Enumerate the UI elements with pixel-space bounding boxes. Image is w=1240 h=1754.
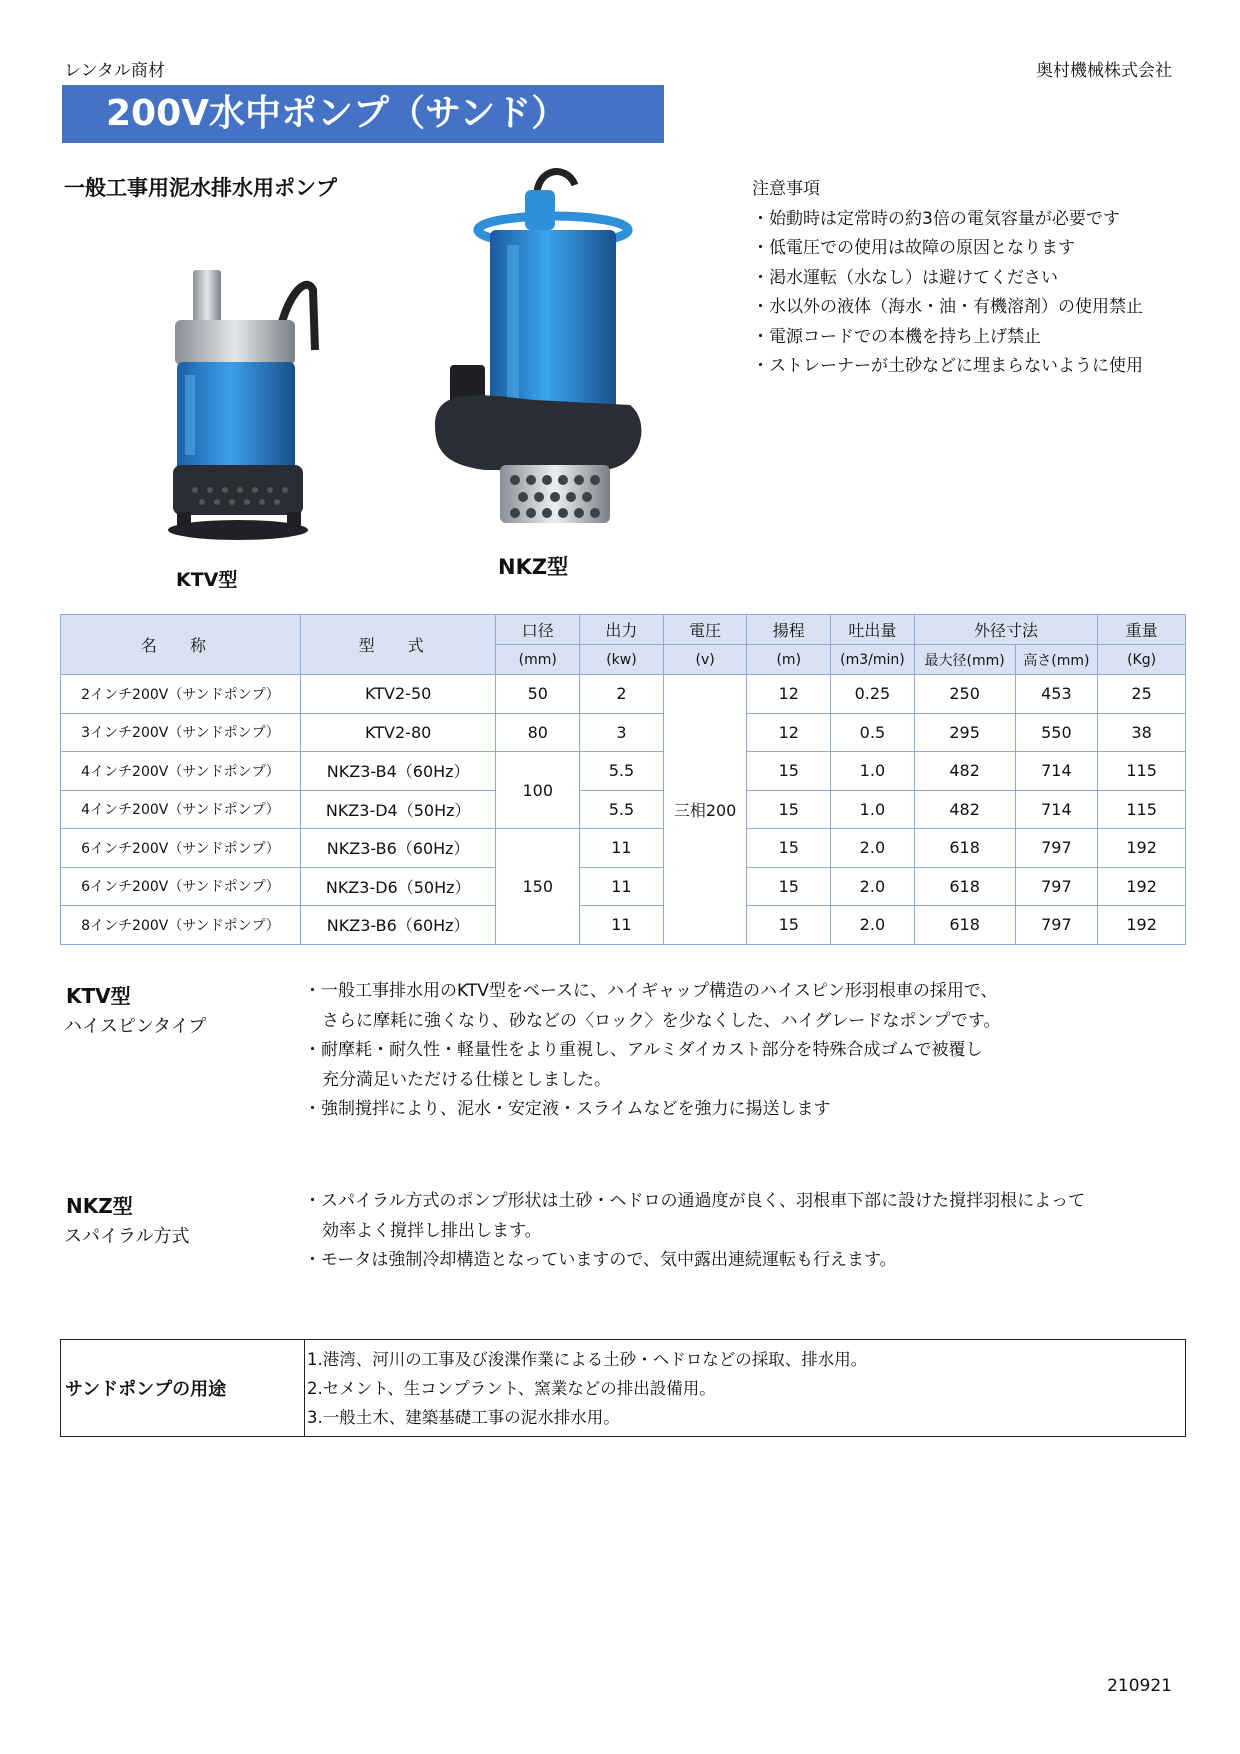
cell-name: 4インチ200V（サンドポンプ） [61,752,301,791]
precaution-item: ・ ストレーナーが土砂などに埋まらないように使用 [752,352,1143,382]
cell-weight: 115 [1098,752,1186,791]
cell-height: 797 [1015,906,1098,945]
precaution-item: ・ 低電圧での使用は故障の原因となります [752,234,1143,264]
nkz-desc-line: 効率よく撹拌し排出します。 [322,1220,542,1241]
cell-name: 6インチ200V（サンドポンプ） [61,867,301,906]
ktv-section-title: KTV型 [66,984,131,1008]
cell-bore: 80 [496,713,580,752]
header-weight: 重量 [1098,615,1186,645]
cell-height: 797 [1015,829,1098,868]
header-model: 型 式 [300,615,496,675]
cell-height: 714 [1015,752,1098,791]
cell-output: 3 [580,713,664,752]
cell-output: 5.5 [580,752,664,791]
cell-discharge: 0.5 [831,713,915,752]
table-row [61,713,1186,752]
header-head: 揚程 [747,615,831,645]
page-subtitle: 一般工事用泥水排水用ポンプ [64,176,337,200]
unit-head: (m) [747,645,831,675]
usage-item: 3.一般土木、建築基礎工事の泥水排水用。 [307,1407,620,1427]
unit-weight: (Kg) [1098,645,1186,675]
cell-height: 714 [1015,790,1098,829]
ktv-desc-line: 充分満足いただける仕様としました。 [322,1069,611,1090]
usage-table [60,1339,1186,1437]
cell-discharge: 2.0 [831,867,915,906]
cell-model: KTV2-80 [300,713,496,752]
cell-output: 5.5 [580,790,664,829]
ktv-desc-line: ・一般工事排水用のKTV型をベースに、ハイギャップ構造のハイスピン形羽根車の採用で、 [304,981,998,1001]
cell-model: KTV2-50 [300,675,496,714]
company-name: 奥村機械株式会社 [1036,61,1172,81]
cell-max-dia: 618 [914,906,1015,945]
cell-discharge: 2.0 [831,829,915,868]
nkz-section-title: NKZ型 [66,1194,133,1218]
cell-name: 2インチ200V（サンドポンプ） [61,675,301,714]
header-output: 出力 [580,615,664,645]
cell-head: 15 [747,906,831,945]
cell-head: 15 [747,752,831,791]
cell-discharge: 1.0 [831,752,915,791]
cell-bore: 150 [496,829,580,945]
cell-max-dia: 618 [914,829,1015,868]
nkz-description [304,1187,1085,1276]
cell-model: NKZ3-D6（50Hz） [300,867,496,906]
precautions-heading: 注意事項 [752,179,820,199]
unit-bore: (mm) [496,645,580,675]
cell-height: 550 [1015,713,1098,752]
cell-name: 3インチ200V（サンドポンプ） [61,713,301,752]
ktv-section-subtitle: ハイスピンタイプ [64,1016,207,1037]
cell-height: 797 [1015,867,1098,906]
cell-bore: 50 [496,675,580,714]
cell-max-dia: 482 [914,790,1015,829]
cell-name: 8インチ200V（サンドポンプ） [61,906,301,945]
cell-height: 453 [1015,675,1098,714]
cell-weight: 38 [1098,713,1186,752]
precaution-item: ・ 始動時は定常時の約3倍の電気容量が必要です [752,205,1143,235]
cell-output: 2 [580,675,664,714]
unit-voltage: (v) [663,645,747,675]
ktv-desc-line: ・強制撹拌により、泥水・安定液・スライムなどを強力に揚送します [304,1099,831,1119]
cell-weight: 192 [1098,829,1186,868]
cell-output: 11 [580,829,664,868]
cell-max-dia: 250 [914,675,1015,714]
unit-height: 高さ(mm) [1015,645,1098,675]
nkz-desc-line: ・スパイラル方式のポンプ形状は土砂・ヘドロの通過度が良く、羽根車下部に設けた撹拌羽根によって [304,1191,1086,1211]
page-title: 200V水中ポンプ（サンド） [62,85,664,143]
cell-max-dia: 618 [914,867,1015,906]
cell-weight: 25 [1098,675,1186,714]
cell-model: NKZ3-B6（60Hz） [300,829,496,868]
cell-model: NKZ3-D4（50Hz） [300,790,496,829]
precaution-item: ・ 電源コードでの本機を持ち上げ禁止 [752,323,1143,353]
cell-head: 15 [747,790,831,829]
cell-name: 6インチ200V（サンドポンプ） [61,829,301,868]
header-bore: 口径 [496,615,580,645]
ktv-image-label: KTV型 [176,569,238,591]
cell-discharge: 2.0 [831,906,915,945]
spec-table [60,614,1186,945]
cell-weight: 192 [1098,867,1186,906]
cell-bore: 100 [496,752,580,829]
cell-voltage: 三相200 [663,675,747,945]
cell-weight: 192 [1098,906,1186,945]
ktv-description [304,977,1000,1125]
usage-item: 2.セメント、生コンプラント、窯業などの排出設備用。 [307,1378,716,1398]
cell-name: 4インチ200V（サンドポンプ） [61,790,301,829]
cell-output: 11 [580,906,664,945]
table-row [61,752,1186,791]
header-voltage: 電圧 [663,615,747,645]
usage-items [305,1340,1186,1437]
category-label: レンタル商材 [64,61,165,81]
cell-max-dia: 295 [914,713,1015,752]
unit-output: (kw) [580,645,664,675]
cell-discharge: 0.25 [831,675,915,714]
nkz-section-subtitle: スパイラル方式 [64,1226,190,1247]
cell-discharge: 1.0 [831,790,915,829]
unit-max-dia: 最大径(mm) [914,645,1015,675]
nkz-desc-line: ・モータは強制冷却構造となっていますので、気中露出連続運転も行えます。 [304,1250,897,1270]
header-dimensions: 外径寸法 [914,615,1097,645]
cell-weight: 115 [1098,790,1186,829]
ktv-desc-line: ・耐摩耗・耐久性・軽量性をより重視し、アルミダイカスト部分を特殊合成ゴムで被覆し [304,1040,983,1060]
cell-head: 12 [747,713,831,752]
cell-output: 11 [580,867,664,906]
table-row [61,675,1186,714]
precautions [752,175,1143,382]
cell-head: 12 [747,675,831,714]
unit-discharge: (m3/min) [831,645,915,675]
usage-item: 1.港湾、河川の工事及び浚渫作業による土砂・ヘドロなどの採取、排水用。 [307,1349,868,1369]
document-number: 210921 [1107,1676,1172,1696]
table-row [61,829,1186,868]
table-row [61,906,1186,945]
table-row [61,867,1186,906]
usage-label: サンドポンプの用途 [61,1340,305,1437]
table-row [61,790,1186,829]
ktv-pump-image [165,250,325,550]
cell-head: 15 [747,867,831,906]
header-name: 名 称 [61,615,301,675]
cell-model: NKZ3-B4（60Hz） [300,752,496,791]
precaution-item: ・ 水以外の液体（海水・油・有機溶剤）の使用禁止 [752,293,1143,323]
ktv-desc-line: さらに摩耗に強くなり、砂などの〈ロック〉を少なくした、ハイグレードなポンプです。 [322,1010,1001,1031]
cell-model: NKZ3-B6（60Hz） [300,906,496,945]
nkz-pump-image [425,165,655,530]
cell-head: 15 [747,829,831,868]
header-discharge: 吐出量 [831,615,915,645]
nkz-image-label: NKZ型 [498,555,569,579]
precaution-item: ・ 渇水運転（水なし）は避けてください [752,264,1143,294]
cell-max-dia: 482 [914,752,1015,791]
